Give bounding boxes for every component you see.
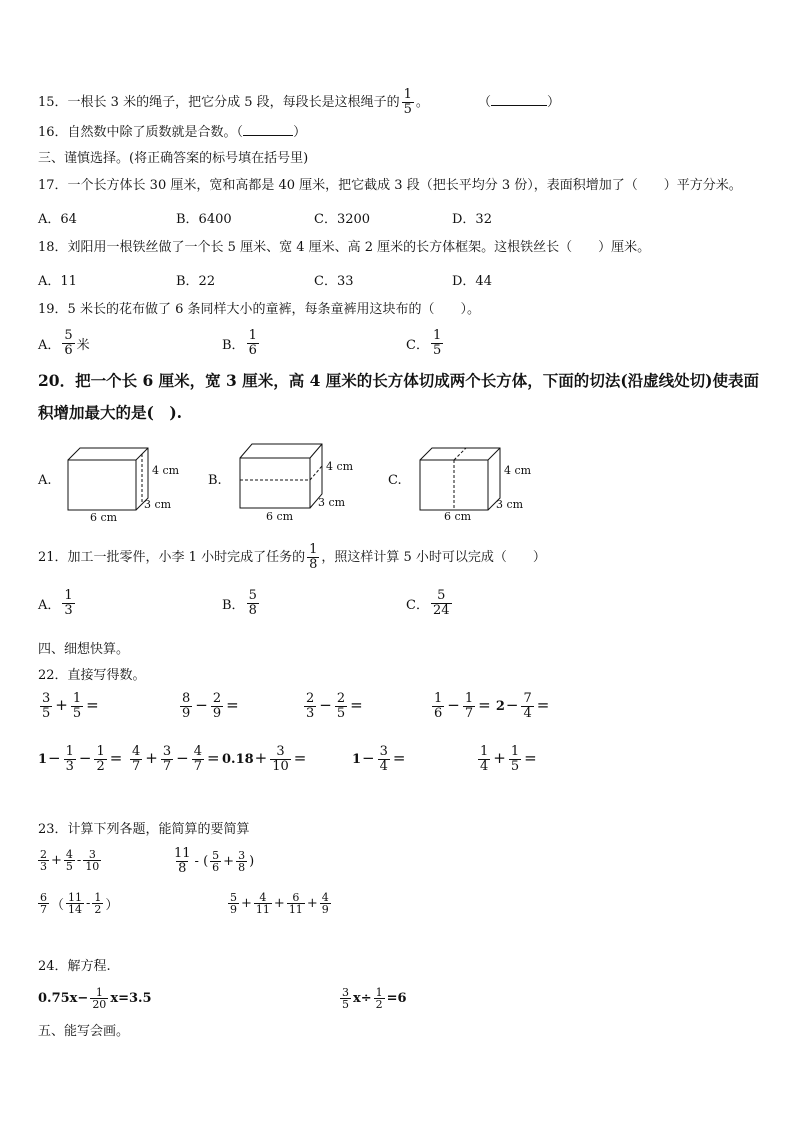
numerator: 1 (64, 588, 73, 603)
numerator: 4 (193, 744, 202, 759)
question-22-title: 22．直接写得数。 (38, 668, 146, 683)
fraction (92, 892, 103, 915)
denominator: 20 (92, 998, 107, 1011)
fraction (94, 745, 106, 774)
option-label: A． (38, 338, 61, 353)
numerator: 3 (88, 848, 96, 861)
denominator: 4 (523, 706, 532, 721)
width-label: 3 cm (496, 498, 524, 511)
numerator: 2 (336, 691, 346, 706)
denominator: 5 (42, 706, 51, 721)
oral-calc-8: 0.18+ $\frac{3}{10}$ = (222, 744, 307, 774)
question-text: 刘阳用一根铁丝做了一个长 5 厘米、宽 4 厘米、高 2 厘米的长方体框架。这根铁丝长（ ）厘米。 (67, 240, 651, 255)
length-label: 6 cm (90, 511, 118, 524)
denominator: 6 (212, 861, 220, 874)
numerator: 11 (68, 891, 83, 904)
operator: = (86, 696, 99, 714)
answer-blank-15[interactable] (478, 91, 560, 110)
denominator: 9 (212, 706, 222, 721)
fraction (38, 849, 49, 872)
question-20-line2: 积增加最大的是( ). (38, 403, 183, 422)
numerator: 6 (292, 891, 300, 904)
numerator: 1 (96, 744, 105, 759)
equation-2: $\frac{3}{5}$ x÷ $\frac{1}{2}$ =6 (342, 986, 407, 1011)
operator: − (319, 696, 332, 714)
question-number: 19． (38, 302, 68, 317)
operator: + (145, 749, 158, 767)
denominator: 10 (85, 860, 100, 873)
option-c[interactable] (406, 329, 445, 358)
operator: − (362, 749, 375, 767)
answer-blank-16[interactable] (243, 123, 293, 136)
denominator: 14 (68, 903, 83, 916)
numerator: 4 (321, 891, 329, 904)
paren-right: ） (293, 125, 307, 140)
operator: = (109, 749, 123, 767)
numerator: 3 (276, 744, 285, 759)
question-21 (38, 543, 546, 572)
fraction (509, 745, 521, 774)
fraction (335, 692, 347, 721)
option-c-label[interactable]: C. (388, 473, 402, 488)
denominator: 7 (40, 903, 47, 916)
fraction (90, 987, 108, 1010)
operator: − (48, 749, 61, 767)
denominator: 6 (434, 706, 443, 721)
height-label: 4 cm (504, 464, 532, 477)
oral-calc-3 (302, 692, 364, 721)
option-a-label[interactable]: A. (38, 473, 52, 488)
operator: + (493, 749, 506, 767)
fraction (211, 692, 223, 721)
equation-1: 0.75x− $\frac{1}{20}$ x=3.5 (38, 986, 152, 1011)
numerator: 3 (342, 986, 349, 999)
fraction (62, 589, 74, 618)
fraction (236, 850, 247, 873)
box-diagram-c (412, 440, 542, 525)
denominator: 7 (132, 759, 141, 774)
operator: − (505, 696, 519, 714)
numerator: 8 (182, 691, 191, 706)
fraction (521, 692, 533, 721)
fraction (340, 987, 351, 1010)
fraction (64, 849, 75, 872)
option-label: B． (222, 598, 245, 613)
fraction (66, 892, 84, 915)
question-15 (38, 88, 429, 117)
question-number: 15． (38, 95, 68, 110)
option-b[interactable]: B．6400 (176, 212, 232, 227)
denominator: 9 (182, 706, 191, 721)
numerator: 2 (40, 848, 47, 861)
denominator: 2 (96, 759, 105, 774)
fraction (130, 745, 142, 774)
fraction (62, 329, 74, 358)
numerator: 1 (464, 691, 474, 706)
numerator: 11 (174, 846, 191, 861)
question-24-title: 24．解方程. (38, 959, 111, 974)
question-text: 一根长 3 米的绳子，把它分成 5 段，每段长是这根绳子的 (67, 95, 400, 110)
option-label: C． (406, 598, 429, 613)
option-b[interactable] (222, 329, 261, 358)
option-a[interactable] (38, 329, 90, 358)
numerator: 3 (162, 744, 172, 759)
oral-calc-7 (128, 745, 221, 774)
fraction (83, 849, 101, 872)
denominator: 3 (306, 706, 315, 721)
question-23-title: 23．计算下列各题，能简算的要简算 (38, 822, 250, 837)
numerator: 3 (42, 691, 51, 706)
question-number: 18． (38, 240, 68, 255)
fraction (287, 892, 305, 915)
question-20 (38, 372, 759, 390)
denominator: 5 (342, 998, 349, 1011)
question-17 (38, 177, 742, 195)
section-3-heading: 三、谨慎选择。(将正确答案的标号填在括号里) (38, 151, 309, 166)
oral-calc-9: 1− $\frac{3}{4}$ = (352, 744, 406, 774)
denominator: 5 (336, 706, 346, 721)
numerator: 5 (212, 849, 220, 862)
paren-left: （ (478, 95, 492, 110)
fraction (71, 692, 83, 721)
question-number: 17． (38, 178, 68, 193)
oral-calc-2 (178, 692, 240, 721)
option-b[interactable]: B．22 (176, 274, 216, 289)
numerator: 1 (432, 328, 442, 343)
denominator: 6 (64, 343, 73, 358)
numerator: 1 (375, 986, 383, 999)
option-label: B． (222, 338, 245, 353)
fraction (478, 745, 490, 774)
denominator: 5 (65, 860, 73, 873)
width-label: 3 cm (318, 496, 346, 509)
fraction (431, 589, 452, 618)
denominator: 6 (248, 343, 257, 358)
denominator: 5 (510, 759, 520, 774)
denominator: 4 (379, 759, 388, 774)
denominator: 8 (248, 603, 257, 618)
question-19 (38, 301, 480, 319)
denominator: 8 (238, 861, 246, 874)
numerator: 1 (95, 986, 103, 999)
option-a[interactable] (38, 589, 77, 618)
height-label: 4 cm (152, 464, 180, 477)
operator: = (524, 749, 537, 767)
denominator: 5 (72, 706, 82, 721)
denominator: 7 (464, 706, 474, 721)
numerator: 5 (230, 891, 237, 904)
question-text-b: ，照这样计算 5 小时可以完成（ ） (321, 550, 546, 565)
denominator: 9 (230, 903, 237, 916)
calc-expr-2: $\frac{11}{8}$ - ( $\frac{5}{6}$ + $\frac{3}{8}$ ) (174, 846, 255, 876)
denominator: 3 (40, 860, 47, 873)
operator: = (536, 696, 550, 714)
numerator: 3 (238, 849, 246, 862)
numerator: 2 (212, 691, 222, 706)
box-diagram-b (232, 436, 372, 524)
denominator: 3 (64, 603, 73, 618)
denominator: 11 (288, 903, 303, 916)
operator: = (207, 749, 220, 767)
denominator: 4 (480, 759, 489, 774)
fraction (463, 692, 475, 721)
oral-calc-10 (476, 745, 538, 774)
length-label: 6 cm (266, 510, 294, 523)
denominator: 5 (403, 102, 412, 117)
fraction (180, 692, 192, 721)
question-16 (38, 123, 306, 142)
section-4-heading: 四、细想快算。 (38, 642, 130, 657)
numerator: 2 (306, 691, 315, 706)
numerator: 1 (248, 328, 257, 343)
operator: = (350, 696, 363, 714)
fraction (431, 329, 443, 358)
section-5-heading: 五、能写会画。 (38, 1024, 130, 1039)
punctuation: 。 (415, 95, 429, 110)
option-b[interactable] (222, 589, 261, 618)
operator: − (447, 696, 460, 714)
denominator: 24 (432, 603, 450, 618)
numerator: 1 (403, 87, 412, 102)
denominator: 10 (272, 759, 289, 774)
fraction (247, 329, 259, 358)
fraction (374, 987, 385, 1010)
height-label: 4 cm (326, 460, 354, 473)
question-text: 自然数中除了质数就是合数。（ (67, 125, 244, 140)
question-text: 5 米长的花布做了 6 条同样大小的童裤，每条童裤用这块布的（ ）。 (67, 302, 480, 317)
numerator: 3 (379, 744, 388, 759)
fraction (304, 692, 316, 721)
option-b-label[interactable]: B. (208, 473, 222, 488)
operator: + (55, 696, 68, 714)
option-d[interactable]: D．44 (452, 274, 492, 289)
calc-expr-1: $\frac{2}{3}$ + $\frac{4}{5}$ - $\frac{3}{10}$ (40, 848, 100, 873)
numerator: 6 (40, 891, 47, 904)
operator: + (254, 749, 268, 767)
question-18 (38, 239, 650, 257)
operator: = (226, 696, 239, 714)
fraction (402, 88, 414, 117)
fraction (38, 892, 49, 915)
operator: − (78, 749, 92, 767)
denominator: 7 (162, 759, 172, 774)
option-a[interactable]: A．11 (38, 274, 77, 289)
fraction (161, 745, 173, 774)
denominator: 9 (321, 903, 329, 916)
oral-calc-6: 1− $\frac{1}{3}$ − $\frac{1}{2}$ = (38, 744, 123, 774)
width-label: 3 cm (144, 498, 172, 511)
numerator: 7 (523, 691, 532, 706)
option-d[interactable]: D．32 (452, 212, 492, 227)
oral-calc-1 (38, 692, 100, 721)
denominator: 8 (309, 557, 318, 572)
fraction (432, 692, 444, 721)
question-text: 加工一批零件，小李 1 小时完成了任务的 (67, 550, 306, 565)
fraction (40, 692, 52, 721)
fraction (228, 892, 239, 915)
question-text: 一个长方体长 30 厘米，宽和高都是 40 厘米，把它截成 3 段（把长平均分 3 份），表面积增加了（ ）平方分米。 (67, 178, 742, 193)
calc-expr-3: $\frac{6}{7}$ （ $\frac{11}{14}$ - $\frac{1}{2}$ ） (40, 891, 119, 916)
option-c[interactable]: C．3200 (314, 212, 371, 227)
option-label: A． (38, 598, 61, 613)
numerator: 4 (65, 848, 73, 861)
question-text: 把一个长 6 厘米，宽 3 厘米，高 4 厘米的长方体切成两个长方体，下面的切法(沿虚线处切)使表面 (75, 371, 759, 390)
fraction (64, 745, 76, 774)
numerator: 4 (259, 891, 267, 904)
fraction (270, 745, 291, 774)
length-label: 6 cm (444, 510, 472, 523)
denominator: 7 (193, 759, 202, 774)
operator: − (176, 749, 189, 767)
calc-expr-4: $\frac{5}{9}$ + $\frac{4}{11}$ + $\frac{6}{11}$ + $\frac{4}{9}$ (230, 891, 329, 916)
fraction (307, 543, 319, 572)
denominator: 2 (94, 903, 102, 916)
option-c[interactable]: C．33 (314, 274, 354, 289)
paren-right: ） (547, 95, 561, 110)
fraction (210, 850, 221, 873)
numerator: 1 (510, 744, 520, 759)
unit: 米 (76, 338, 90, 353)
numerator: 5 (437, 588, 446, 603)
option-c[interactable] (406, 589, 454, 618)
blank-line (491, 93, 547, 106)
question-number: 16． (38, 125, 68, 140)
denominator: 8 (178, 861, 187, 876)
question-number: 21． (38, 550, 68, 565)
fraction (378, 745, 390, 774)
fraction (247, 589, 259, 618)
option-a[interactable]: A．64 (38, 212, 77, 227)
operator: = (392, 749, 406, 767)
operator: = (293, 749, 307, 767)
numerator: 4 (132, 744, 141, 759)
numerator: 1 (65, 744, 74, 759)
operator: − (195, 696, 208, 714)
option-label: C． (406, 338, 429, 353)
denominator: 11 (255, 903, 270, 916)
numerator: 1 (480, 744, 489, 759)
numerator: 1 (434, 691, 443, 706)
numerator: 5 (248, 588, 257, 603)
oral-calc-4: $\frac{1}{6}$ − $\frac{1}{7}$ = 2− $\frac{7}{4}$ = (434, 691, 550, 721)
denominator: 2 (375, 998, 383, 1011)
fraction (254, 892, 272, 915)
box-diagram-a (60, 440, 190, 525)
numerator: 1 (94, 891, 102, 904)
fraction (192, 745, 204, 774)
question-number: 20． (38, 371, 76, 390)
denominator: 5 (432, 343, 442, 358)
fraction (172, 847, 193, 876)
fraction (320, 892, 331, 915)
numerator: 1 (309, 542, 318, 557)
numerator: 1 (72, 691, 82, 706)
denominator: 3 (65, 759, 74, 774)
operator: = (478, 696, 491, 714)
numerator: 5 (64, 328, 73, 343)
